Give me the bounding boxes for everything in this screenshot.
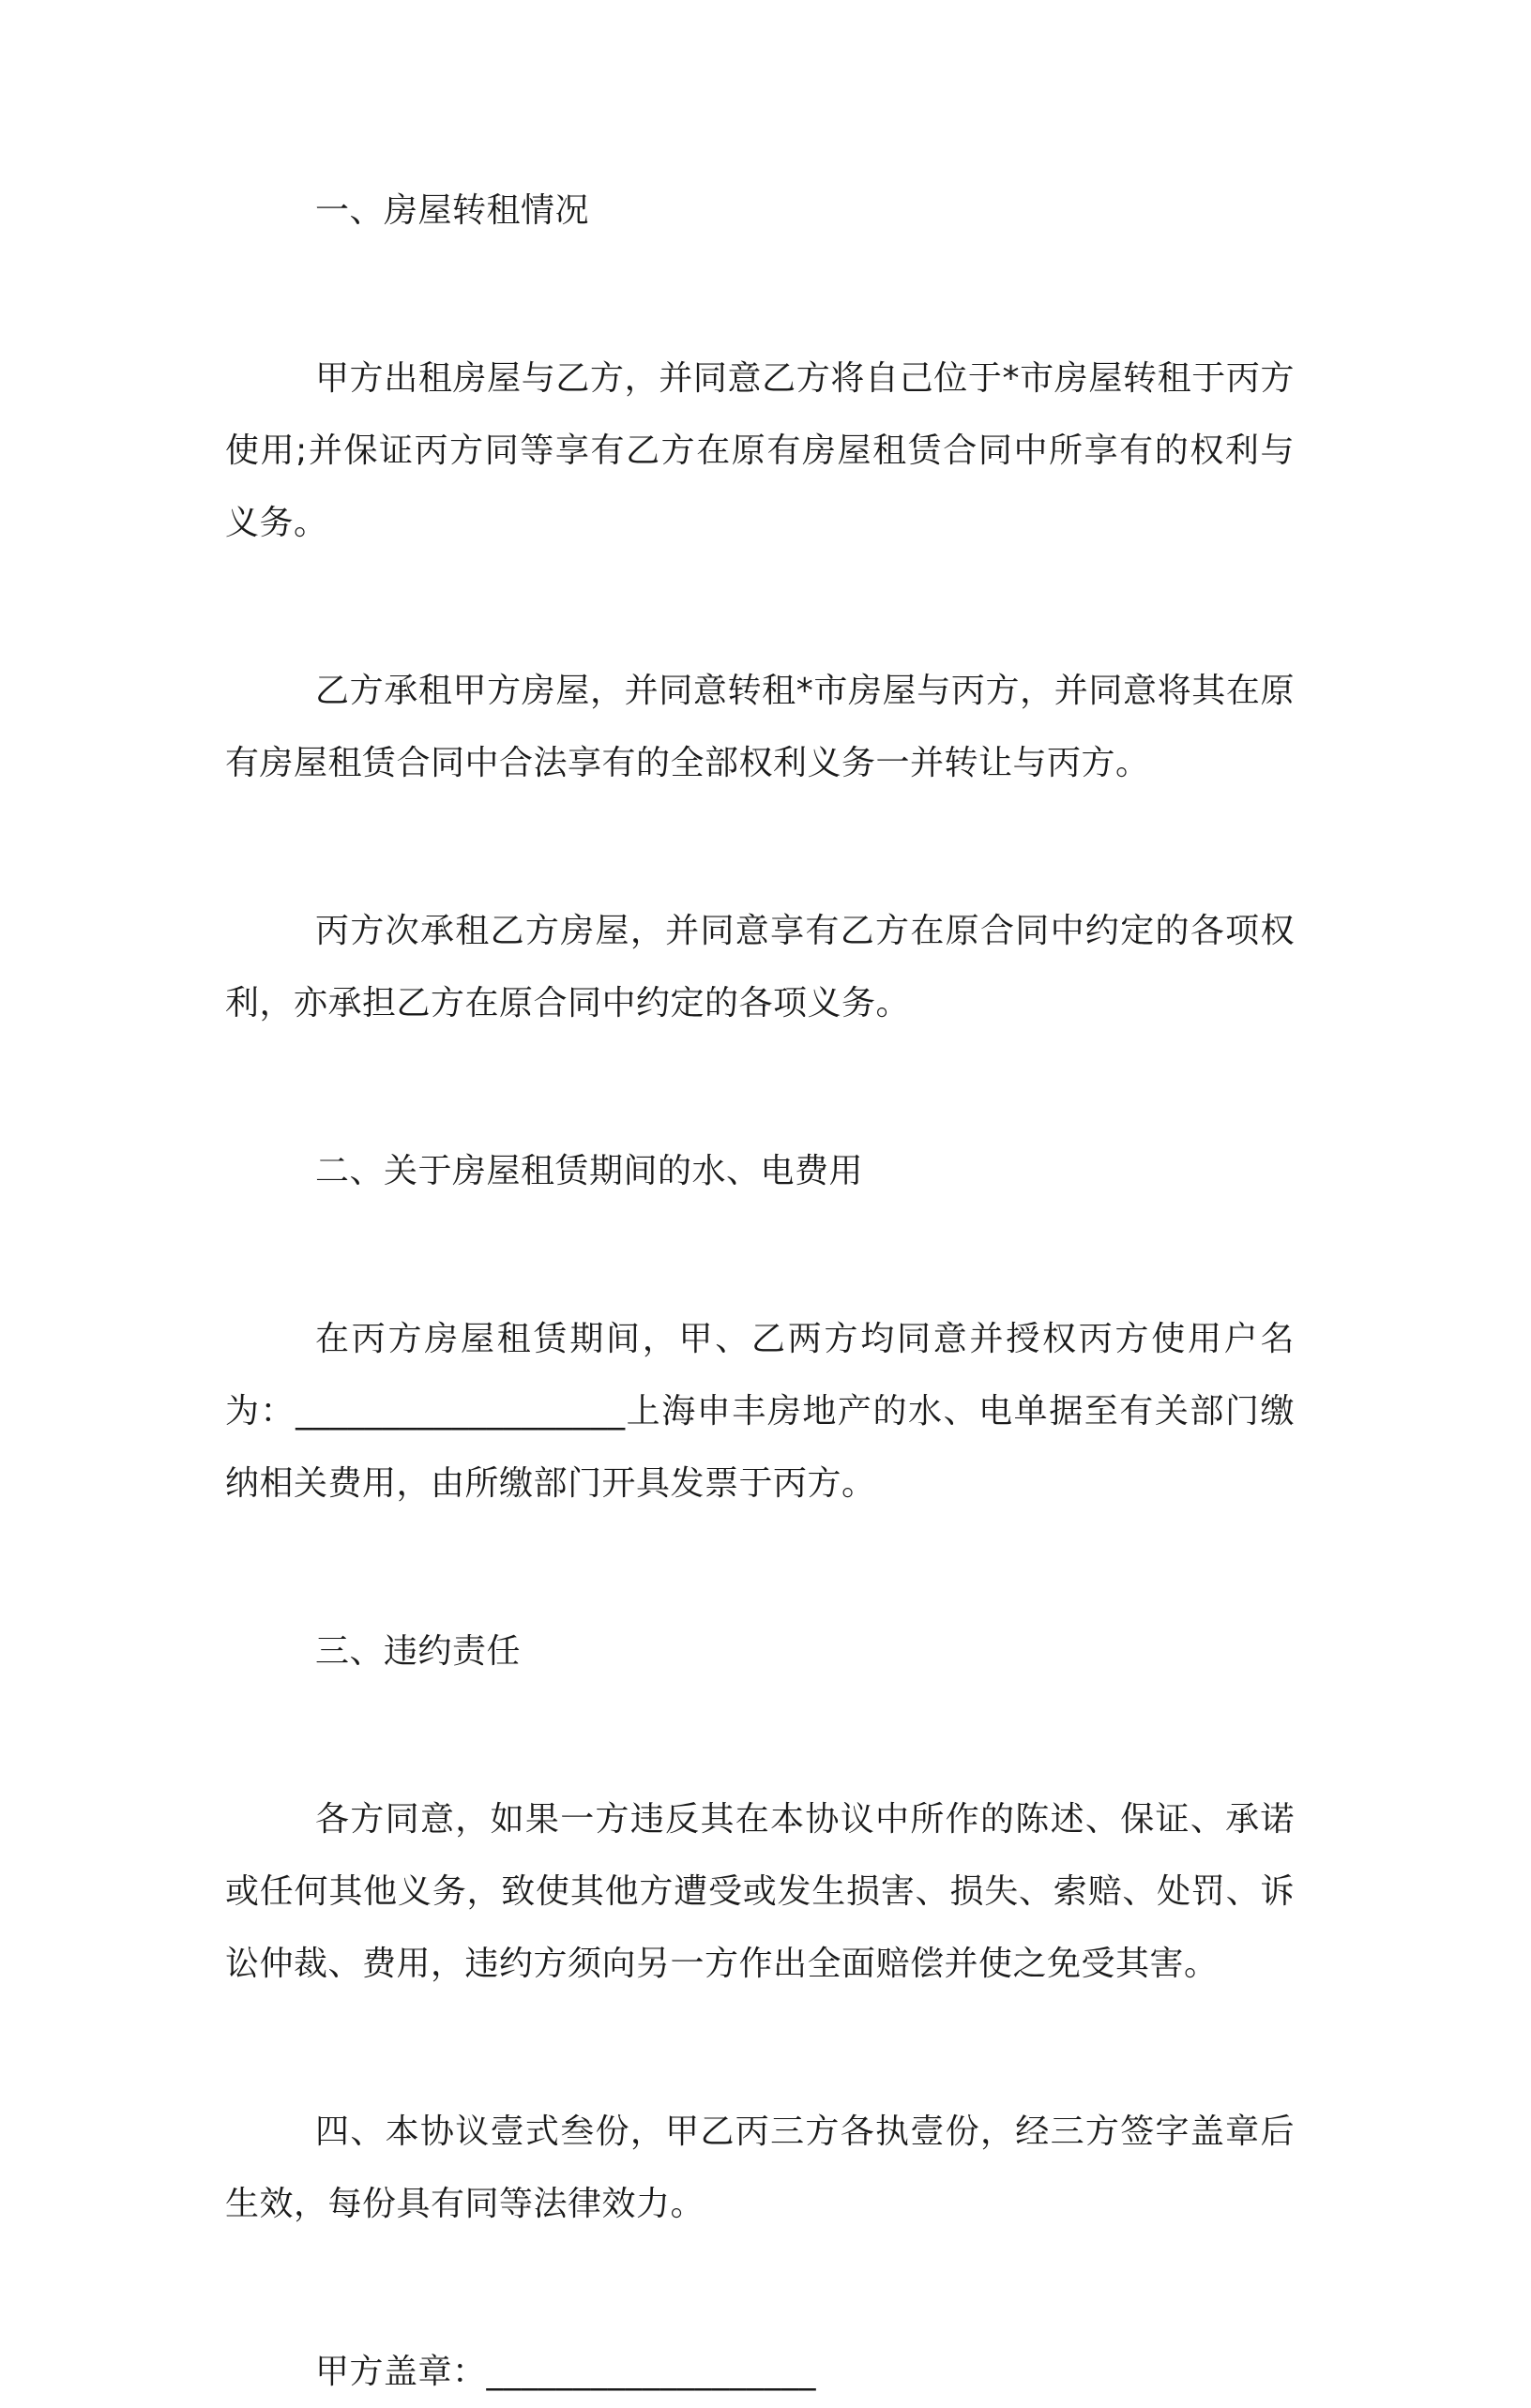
paragraph-liability: 各方同意，如果一方违反其在本协议中所作的陈述、保证、承诺或任何其他义务，致使其他方遭受或发生损害、损失、索赔、处罚、诉讼仲裁、费用，违约方须向另一方作出全面赔偿并使之免受其害。: [225, 1800, 1295, 1983]
section-heading-liability: 三、违约责任: [315, 1632, 522, 1671]
section-heading-sublease: 一、房屋转租情况: [315, 191, 590, 230]
paragraph-utilities: 在丙方房屋租赁期间，甲、乙两方均同意并授权丙方使用户名为：___________________上海申丰房地产的水、电单据至有关部门缴纳相关费用，由所缴部门开具发票于丙方。: [225, 1320, 1295, 1503]
paragraph-copies: 四、本协议壹式叁份，甲乙丙三方各执壹份，经三方签字盖章后生效，每份具有同等法律效力。: [225, 2113, 1295, 2223]
paragraph-party-a: 甲方出租房屋与乙方，并同意乙方将自己位于*市房屋转租于丙方使用;并保证丙方同等享有乙方在原有房屋租赁合同中所享有的权利与义务。: [225, 359, 1295, 542]
paragraph-party-c: 丙方次承租乙方房屋，并同意享有乙方在原合同中约定的各项权利，亦承担乙方在原合同中约定的各项义务。: [225, 912, 1295, 1022]
signature-party-a: 甲方盖章：___________________: [315, 2353, 817, 2391]
section-heading-utilities: 二、关于房屋租赁期间的水、电费用: [315, 1152, 864, 1190]
document-body: [225, 174, 1295, 2408]
paragraph-party-b: 乙方承租甲方房屋，并同意转租*市房屋与丙方，并同意将其在原有房屋租赁合同中合法享有的全部权利义务一并转让与丙方。: [225, 672, 1295, 782]
